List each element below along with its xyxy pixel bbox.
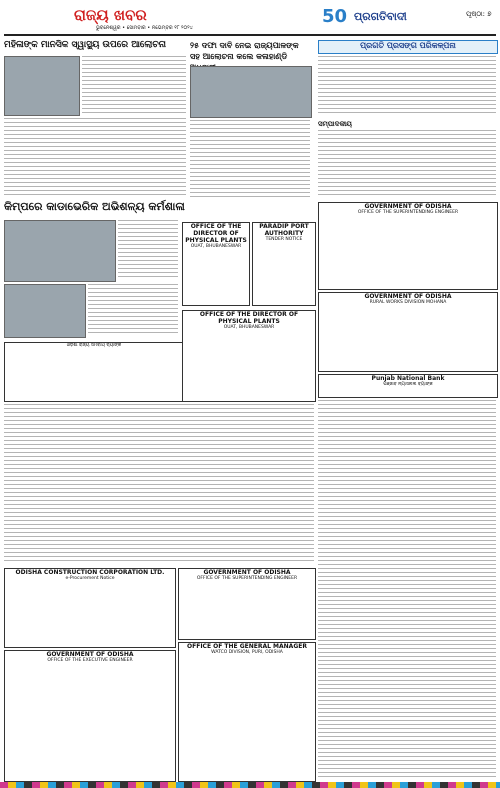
masthead xyxy=(4,6,496,36)
anniversary-logo: 50 xyxy=(322,6,348,27)
lead-text xyxy=(82,56,186,114)
fourth-text xyxy=(88,284,178,336)
page-number: ପୃଷ୍ଠା: ୭ xyxy=(466,10,492,18)
tender-bid-identification: GOVERNMENT OF ODISHA OFFICE OF THE SUPERINTENDING ENGINEER xyxy=(178,568,316,640)
side-column-text xyxy=(318,56,496,116)
pnb-notice-text xyxy=(318,400,496,780)
side-sub-heading: ସମ୍ପାଦକୀୟ xyxy=(318,120,352,128)
fourth-photo xyxy=(4,284,86,338)
public-notice-text xyxy=(4,404,314,564)
bank-notice: ଓଡ଼ିଶା ରାଜ୍ୟ ସମବାୟ ବ୍ୟାଙ୍କ xyxy=(4,342,184,402)
date-line: ଭୁବନେଶ୍ୱର • ସୋମବାର • ନଭେମ୍ବର ୧୮ ୨୦୨୪ xyxy=(96,25,193,31)
tender-se-office: GOVERNMENT OF ODISHA OFFICE OF THE SUPERINTENDING ENGINEER xyxy=(318,202,498,290)
tender-directorate: OFFICE OF THE DIRECTOR OF PHYSICAL PLANTS OUAT, BHUBANESWAR xyxy=(182,222,250,306)
tender-paradip-port: PARADIP PORT AUTHORITY TENDER NOTICE xyxy=(252,222,316,306)
tender-table-notice: OFFICE OF THE DIRECTOR OF PHYSICAL PLANTS OUAT, BHUBANESWAR xyxy=(182,310,316,402)
color-registration-strip xyxy=(0,782,500,788)
tender-occ: ODISHA CONSTRUCTION CORPORATION LTD. e-Procurement Notice xyxy=(4,568,176,648)
side-banner: ପ୍ରଗତି ପ୍ରସଙ୍ଗ ପରିକଳ୍ପନା xyxy=(318,40,498,54)
lead-photo xyxy=(4,56,80,116)
paper-name: ପ୍ରଗତିବାଦୀ xyxy=(354,10,407,23)
third-text xyxy=(118,220,178,280)
second-text xyxy=(190,120,310,198)
tender-rw-mohana: GOVERNMENT OF ODISHA RURAL WORKS DIVISION MOHANA xyxy=(318,292,498,372)
tender-watco: OFFICE OF THE GENERAL MANAGER WATCO DIVISION, PURI, ODISHA xyxy=(178,642,316,782)
pnb-banner: Punjab National Bank ପଞ୍ଜାବ ନ୍ୟାସନାଲ ବ୍ୟାଙ୍କ xyxy=(318,374,498,398)
tender-executive-engineer: GOVERNMENT OF ODISHA OFFICE OF THE EXECUTIVE ENGINEER xyxy=(4,650,176,782)
section-title: ରାଜ୍ୟ ଖବର xyxy=(74,6,147,24)
second-headline: ୨୫ ଦଫା ଦାବି ନେଇ ରାଜ୍ୟପାଳଙ୍କ ସହ ଆଲୋଚନା କଲେ କଳାହାଣ୍ଡି xyxy=(190,41,299,61)
second-photo xyxy=(190,66,312,118)
lead-headline: ମହିଳାଙ୍କ ମାନସିକ ସ୍ୱାସ୍ଥ୍ୟ ଉପରେ ଆଲୋଚନା xyxy=(4,40,167,50)
side-column-text-2 xyxy=(318,130,496,198)
lead-text-more xyxy=(4,118,186,198)
third-headline: କିମ୍ପରେ କାଡାଭେରିକ ଅଭିଶଳ୍ୟ କର୍ମଶାଳା xyxy=(4,200,185,213)
third-photo xyxy=(4,220,116,282)
